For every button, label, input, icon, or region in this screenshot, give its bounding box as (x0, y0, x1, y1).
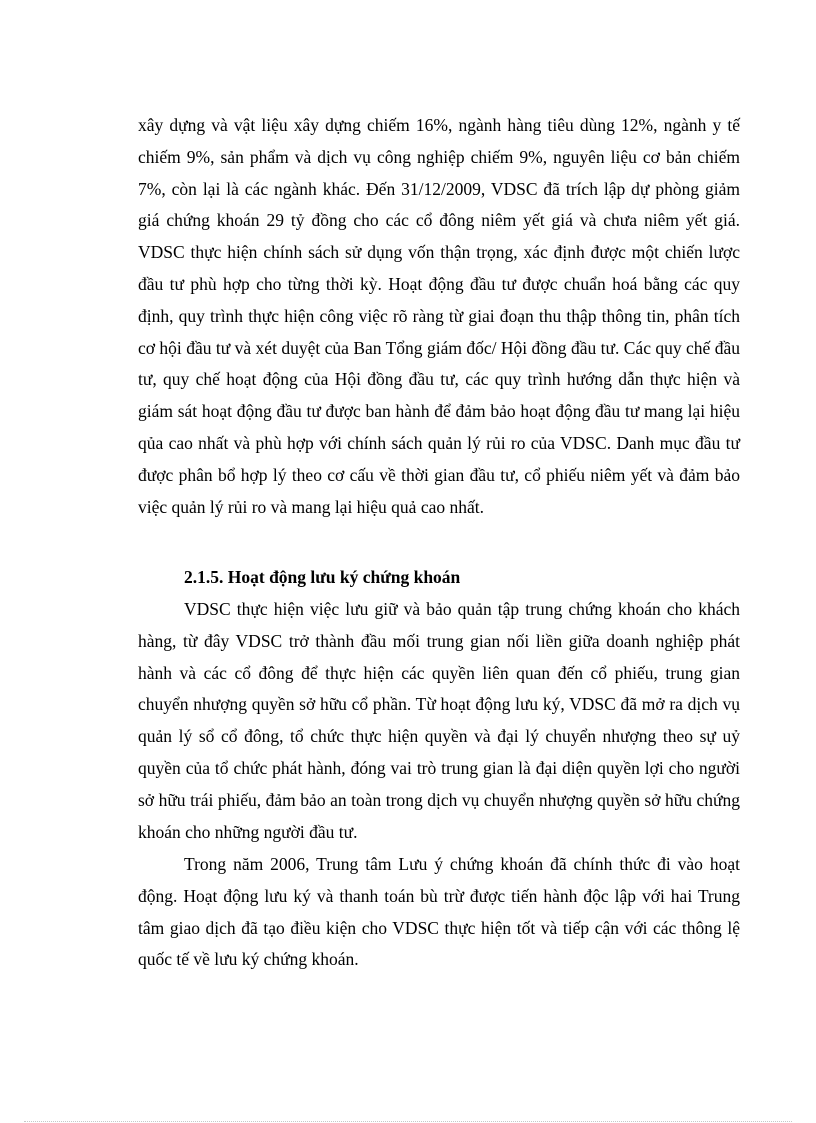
paragraph-depository-center: Trong năm 2006, Trung tâm Lưu ý chứng khoán đã chính thức đi vào hoạt động. Hoạt động lưu ký và thanh toán bù trừ được tiến hành độc lập với hai Trung tâm giao dịch đã tạo điều kiện cho VDSC thực hiện tốt và tiếp cận với các thông lệ quốc tế về lưu ký chứng khoán. (138, 854, 740, 970)
section-heading-custody: 2.1.5. Hoạt động lưu ký chứng khoán (184, 567, 461, 587)
page-bottom-divider (24, 1121, 792, 1122)
paragraph-investment-activities: xây dựng và vật liệu xây dựng chiếm 16%, ngành hàng tiêu dùng 12%, ngành y tế chiếm 9%, sản phẩm và dịch vụ công nghiệp chiếm 9%, nguyên liệu cơ bản chiếm 7%, còn lại là các ngành khác. Đến 31/12/2009, VDSC đã trích lập dự phòng giảm giá chứng khoán 29 tỷ đồng cho các cổ đông niêm yết giá và chưa niêm yết giá. VDSC thực hiện chính sách sử dụng vốn thận trọng, xác định được một chiến lược đầu tư phù hợp cho từng thời kỳ. Hoạt động đầu tư được chuẩn hoá bằng các quy định, quy trình thực hiện công việc rõ ràng từ giai đoạn thu thập thông tin, phân tích cơ hội đầu tư và xét duyệt của Ban Tổng giám đốc/ Hội đồng đầu tư. Các quy chế đầu tư, quy chế hoạt động của Hội đồng đầu tư, các quy trình hướng dẫn thực hiện và giám sát hoạt động đầu tư được ban hành để đảm bảo hoạt động đầu tư mang lại hiệu qủa cao nhất và phù hợp với chính sách quản lý rủi ro của VDSC. Danh mục đầu tư được phân bổ hợp lý theo cơ cấu về thời gian đầu tư, cổ phiếu niêm yết và đảm bảo việc quản lý rủi ro và mang lại hiệu quả cao nhất. (138, 115, 740, 517)
paragraph-custody-services: VDSC thực hiện việc lưu giữ và bảo quản tập trung chứng khoán cho khách hàng, từ đây VDSC trở thành đầu mối trung gian nối liền giữa doanh nghiệp phát hành và các cổ đông để thực hiện các quyền liên quan đến cổ phiếu, trung gian chuyển nhượng quyền sở hữu cổ phần. Từ hoạt động lưu ký, VDSC đã mở ra dịch vụ quản lý sổ cổ đông, tổ chức thực hiện quyền và đại lý chuyển nhượng theo sự uỷ quyền của tổ chức phát hành, đóng vai trò trung gian là đại diện quyền lợi cho người sở hữu trái phiếu, đảm bảo an toàn trong dịch vụ chuyển nhượng quyền sở hữu chứng khoán cho những người đầu tư. (138, 599, 740, 842)
